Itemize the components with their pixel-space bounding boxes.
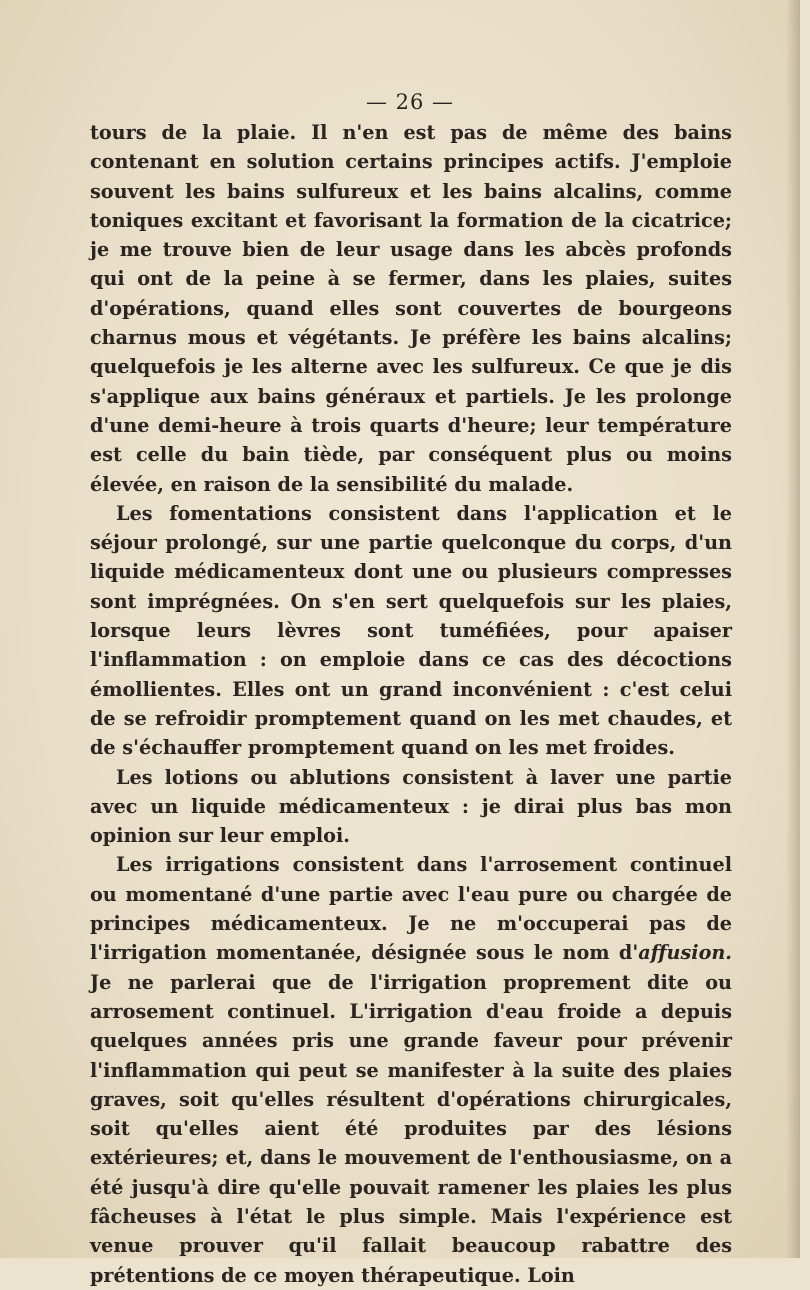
- paragraph-irrigations: [90, 850, 732, 1289]
- irrigations-text-end: Je ne parlerai que de l'irrigation proprement dite ou arrosement continuel. L'irrigation d'eau froide a depuis quelques années pris une grande faveur pour prévenir l'inflammation qui peut se manifester à la suite des plaies graves, soit qu'elles résultent d'opérations chirurgicales, soit qu'elles aient été produites par des lésions extérieures; et, dans le mouvement de l'enthousiasme, on a été jusqu'à dire qu'elle pouvait ramener les plaies les plus fâcheuses à l'état le plus simple. Mais l'expérience est venue prouver qu'il fallait beaucoup rabattre des prétentions de ce moyen thérapeutique. Loin: [90, 970, 732, 1287]
- affusion-term: affusion.: [638, 941, 732, 965]
- page-edge-shadow: [786, 0, 800, 1258]
- body-text: [90, 118, 732, 1290]
- irrigations-text-start: Les irrigations consistent dans l'arrosement continuel ou momentané d'une partie avec l'eau pure ou chargée de principes médicamenteux. Je ne m'occuperai pas de l'irrigation momentanée, désignée sous le nom d': [90, 853, 732, 965]
- page-number: — 26 —: [365, 90, 455, 114]
- paragraph-fomentations: Les fomentations consistent dans l'application et le séjour prolongé, sur une partie quelconque du corps, d'un liquide médicamenteux dont une ou plusieurs compresses sont imprégnées. On s'en sert quelquefois sur les plaies, lorsque leurs lèvres sont tuméfiées, pour apaiser l'inflammation : on emploie dans ce cas des décoctions émollientes. Elles ont un grand inconvénient : c'est celui de se refroidir promptement quand on les met chaudes, et de s'échauffer promptement quand on les met froides.: [90, 501, 732, 760]
- paragraph-baths: tours de la plaie. Il n'en est pas de même des bains contenant en solution certains principes actifs. J'emploie souvent les bains sulfureux et les bains alcalins, comme toniques excitant et favorisant la formation de la cicatrice; je me trouve bien de leur usage dans les abcès profonds qui ont de la peine à se fermer, dans les plaies, suites d'opérations, quand elles sont couvertes de bourgeons charnus mous et végétants. Je préfère les bains alcalins; quelquefois je les alterne avec les sulfureux. Ce que je dis s'applique aux bains généraux et partiels. Je les prolonge d'une demi-heure à trois quarts d'heure; leur température est celle du bain tiède, par conséquent plus ou moins élevée, en raison de la sensibilité du malade.: [90, 121, 732, 496]
- paragraph-lotions: Les lotions ou ablutions consistent à laver une partie avec un liquide médicamenteux : je dirai plus bas mon opinion sur leur emploi.: [90, 765, 732, 848]
